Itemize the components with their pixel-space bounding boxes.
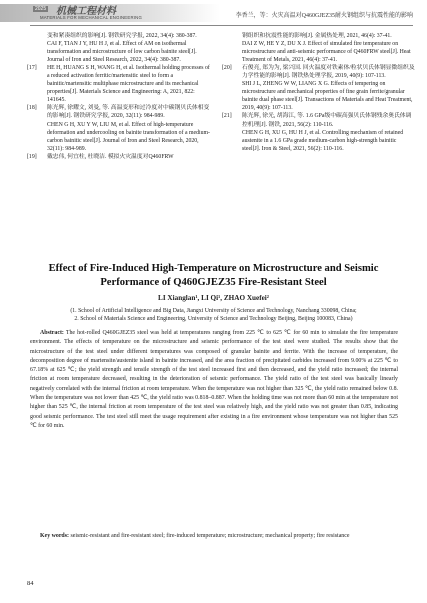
reference-number: [20]: [222, 65, 232, 72]
reference-en: CHEN G H, XU Y W, LIU M, et al. Effect of high-temperature deformation and undercooling on bainite transformation of a medium-carbon bainitic steel[J]. Journal of Iron and Steel Research, 2020, 32(11): 984-989.: [47, 121, 210, 152]
reference-number: [19]: [27, 153, 37, 160]
reference-zh: 陈光辉, 徐耀文, 刘曼, 等. 高温变形和过冷度对中碳钢贝氏体相变的影响[J]. 钢铁研究学报, 2020, 32(11): 984-989.: [47, 105, 210, 120]
header-rule: [30, 25, 413, 26]
journal-name-en: MATERIALS FOR MECHANICAL ENGINEERING: [40, 15, 142, 20]
journal-name: 机械工程材料: [56, 6, 116, 17]
references-left-column: [27, 32, 213, 161]
reference-item: [27, 104, 213, 152]
keywords-text: seismic-resistant and fire-resistant steel; fire-induced temperature; microstructure; mechanical property; fire resistance: [70, 533, 350, 539]
paper-title-line-1: Effect of Fire-Induced High-Temperature on Microstructure and Seismic: [48, 263, 379, 274]
author-affiliations: [30, 307, 397, 323]
journal-year-badge: 2025: [35, 6, 47, 12]
paper-title: [20, 262, 407, 290]
reference-number: [21]: [222, 113, 232, 120]
reference-zh: 石俊亮, 郑为为, 梁兴国. 回火温度对铁素体/粒状贝氏体钢显微组织及力学性能的影响[J]. 钢铁热处理学报, 2019, 40(9): 107-113.: [242, 65, 415, 80]
paper-title-line-2: Performance of Q460GJEZ35 Fire-Resistant Steel: [100, 277, 327, 288]
reference-number: [17]: [27, 65, 37, 72]
affiliation-1: (1. School of Artificial Intelligence and Big Data, Jiangxi University of Science and Technology, Nanchang 330098, China;: [70, 308, 357, 314]
abstract-text: The hot-rolled Q460GJEZ35 steel was held at temperatures ranging from 225 ℃ to 625 ℃ for 60 min to simulate the fire temperature environment. The effects of temperature on the microstructure and seismic performance of the test steel were studied. The results show that the microstructure of the test steel under different temperatures was composed of granular bainite and ferrite. With the increase of temperature, the decomposition degree of martensite/austenite island in bainite increased, and the area fraction of precipitated carbides increased from 9.00% at 225 ℃ to 67.18% at 625 ℃; the yield strength and tensile strength of the test steel increased first and then decreased, and the yield ratio increased; the internal friction at room temperature decreased, resulting in the deterioration of seismic performance. The yield ratio of the test steel was basically linearly negatively correlated with the internal friction at room temperature. When the temperature was not higher than 325 ℃, the yield ratio remained below 0.8. When the temperature was not lower than 425 ℃, the yield ratio was 0.818–0.887. When the holding time was not more than 60 min at the temperature not higher than 525 ℃, the internal friction at room temperature of the test steel was relatively high, and the yield ratio was not greater than 0.85, indicating good seismic performance. The test steel still meet the usage requirement after existing in a fire environment whose temperature was not higher than 525 ℃ for 60 min.: [30, 330, 398, 429]
reference-en: HE H, HUANG S H, WANG H, et al. Isothermal holding processes of a reduced activation ferritic/martensitic steel to form a bainitic/martensitic multiphase microstructure and its mechanical properties[J]. Materials Science and Engineering: A, 2021, 822: 141645.: [47, 65, 210, 104]
reference-item: [27, 153, 213, 161]
reference-item: [222, 112, 415, 152]
reference-en: SHI J L, ZHENG W W, LIANG X G. Effects of tempering on microstructure and mechanical properties of fine grain ferrite/granular bainite dual phase steel[J]. Transactions of Materials and Heat Treatment, 2019, 40(9): 107-113.: [242, 81, 413, 112]
reference-en: CAI F, TIAN J Y, HU H J, et al. Effect of AM on isothermal transformation and microstructure of low carbon bainite steel[J]. Journal of Iron and Steel Research, 2022, 34(4): 380-387.: [47, 41, 197, 64]
keywords-label: Key words:: [40, 533, 69, 539]
reference-item: [27, 32, 213, 64]
reference-item: [222, 32, 415, 64]
reference-number: [18]: [27, 105, 37, 112]
abstract: [30, 329, 398, 431]
reference-item: [27, 64, 213, 104]
page-number: 84: [27, 580, 34, 587]
reference-zh: 钢组织和抗震性能的影响[J]. 金属热处理, 2021, 46(4): 37-41.: [242, 33, 392, 39]
reference-en: DAI Z W, HE Y Z, DU X J. Effect of simulated fire temperature on microstructure and anti-seismic performance of Q460FRW steel[J]. Heat Treatment of Metals, 2021, 46(4): 37-41.: [242, 41, 411, 64]
running-title: 李香兰，等：火灾高温对Q460GJEZ35耐火钢组织与抗震性能的影响: [235, 13, 413, 19]
reference-zh: 戴忠伟, 何宜柱, 杜晓洁. 模拟火灾温度对Q460FRW: [47, 153, 174, 160]
paper-authors: LI Xianglan¹, LI Qi¹, ZHAO Xuefei²: [158, 294, 269, 302]
reference-item: [222, 64, 415, 112]
affiliation-2: 2. School of Materials Science and Engineering, University of Science and Technology Beijing, Beijing 100083, China): [74, 316, 353, 322]
references-right-column: [222, 32, 415, 153]
reference-en: CHEN G H, XU G, HU H J, et al. Controlling mechanism of retained austenite in a 1.6 GPa grade medium-carbon high-strength bainitic steel[J]. Iron & Steel, 2021, 56(2): 110-116.: [242, 129, 404, 152]
reference-zh: 陈光辉, 徐光, 胡海江, 等. 1.6 GPa级中碳高强贝氏体钢残余奥氏体调控机理[J]. 钢铁, 2021, 56(2): 110-116.: [242, 113, 412, 128]
keywords: [30, 532, 398, 541]
abstract-label: Abstract:: [40, 330, 64, 336]
reference-zh: 变和紧凑组织的影响[J]. 钢铁研究学报, 2022, 34(4): 380-387.: [47, 33, 197, 39]
